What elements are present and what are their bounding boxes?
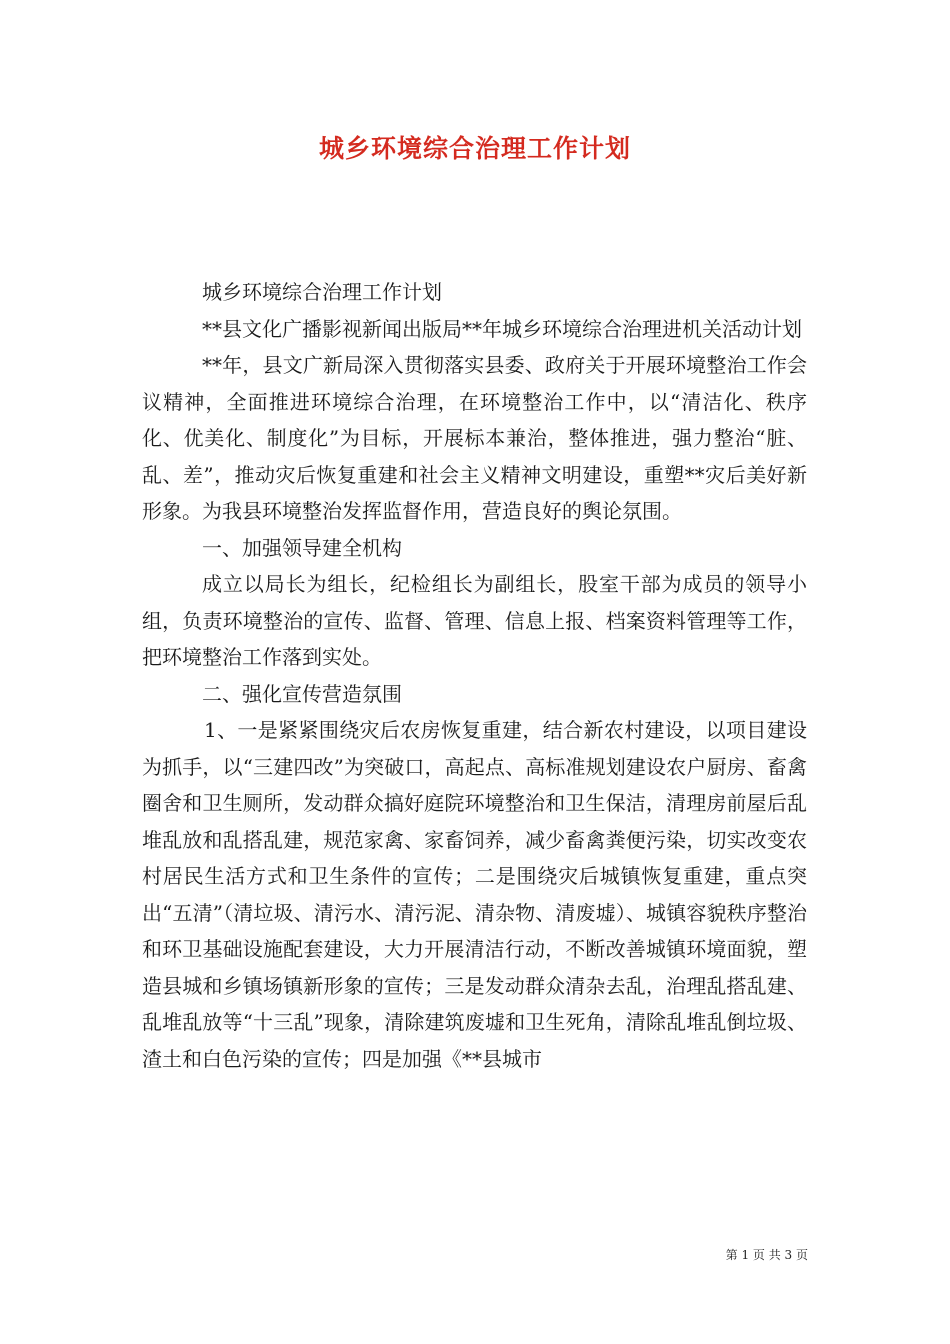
document-title: 城乡环境综合治理工作计划 xyxy=(318,134,631,163)
section-heading-1: 一、加强领导建全机构 xyxy=(202,535,402,560)
paragraph-heading-repeat: 城乡环境综合治理工作计划 xyxy=(202,280,442,304)
paragraph-publicity: 1、一是紧紧围绕灾后农房恢复重建，结合新农村建设，以项目建设为抓手，以“三建四改”为突破口，高起点、高标准规划建设农户厨房、畜禽圈舍和卫生厕所，发动群众搞好庭院环境整治和卫生保洁，清理房前屋后乱堆乱放和乱搭乱建，规范家禽、家畜饲养，减少畜禽粪便污染，切实改变农村居民生活方式和卫生条件的宣传；二是围绕灾后城镇恢复重建，重点突出“五清”（清垃圾、清污水、清污泥、清杂物、清废墟）、城镇容貌秩序整治和环卫基础设施配套建设，大力开展清洁行动，不断改善城镇环境面貌，塑造县城和乡镇场镇新形象的宣传；三是发动群众清杂去乱，治理乱搭乱建、乱堆乱放等“十三乱”现象，清除建筑废墟和卫生死角，清除乱堆乱倒垃圾、渣土和白色污染的宣传；四是加强《**县城市 xyxy=(142,718,807,1071)
paragraph-overview: **年，县文广新局深入贯彻落实县委、政府关于开展环境整治工作会议精神，全面推进环境综合治理，在环境整治工作中，以“清洁化、秩序化、优美化、制度化”为目标，开展标本兼治，整体推进，强力整治“脏、乱、差”，推动灾后恢复重建和社会主义精神文明建设，重塑**灾后美好新形象。为我县环境整治发挥监督作用，营造良好的舆论氛围。 xyxy=(142,353,807,523)
page-footer: 第 1 页 共 3 页 xyxy=(725,1248,808,1262)
paragraph-leadership: 成立以局长为组长，纪检组长为副组长，股室干部为成员的领导小组，负责环境整治的宣传、监督、管理、信息上报、档案资料管理等工作，把环境整治工作落到实处。 xyxy=(142,572,807,669)
paragraph-activity-plan: **县文化广播影视新闻出版局**年城乡环境综合治理进机关活动计划 xyxy=(202,316,802,341)
section-heading-2: 二、强化宣传营造氛围 xyxy=(202,681,402,706)
document-body xyxy=(142,274,807,1077)
